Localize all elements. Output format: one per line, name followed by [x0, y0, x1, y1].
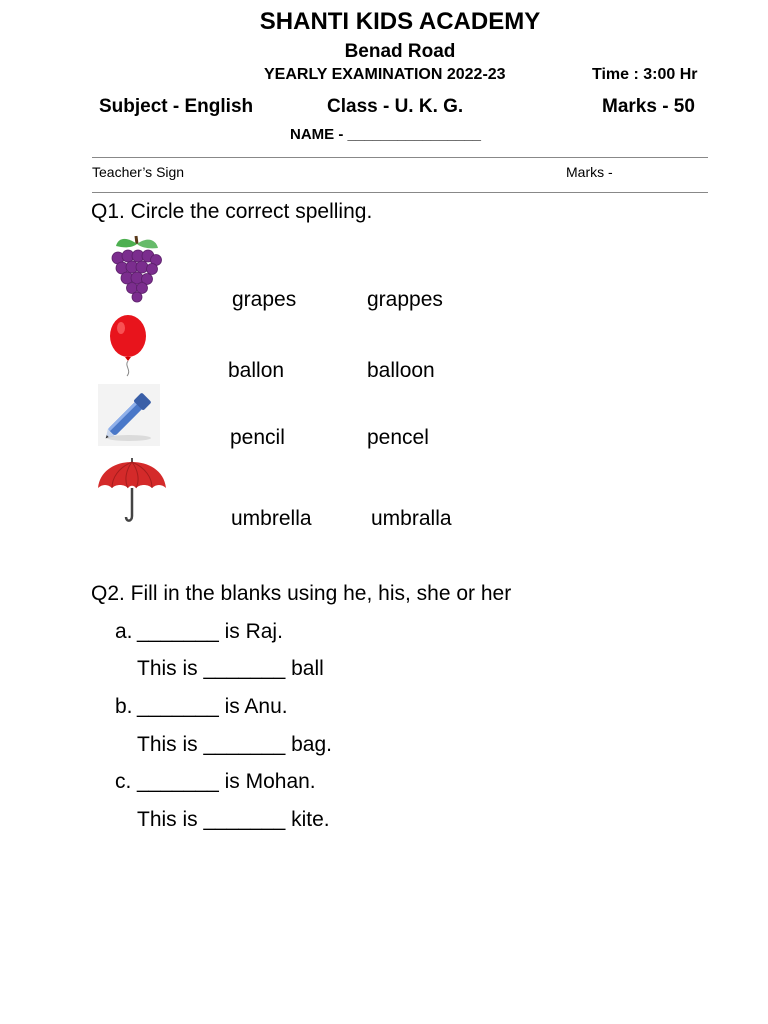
q1-option-b[interactable]: grappes [367, 288, 443, 311]
school-address: Benad Road [344, 41, 456, 62]
marks-obtained: Marks - [566, 164, 613, 180]
q2-letter: b. [115, 695, 133, 718]
umbrella-icon [96, 456, 168, 526]
q1-title: Q1. Circle the correct spelling. [91, 200, 373, 223]
q2-letter: a. [115, 620, 133, 643]
q2-sentence-1[interactable]: _______ is Raj. [137, 620, 283, 643]
q1-option-b[interactable]: balloon [367, 359, 435, 382]
q1-option-a[interactable]: grapes [232, 288, 297, 311]
pen-icon [98, 384, 160, 446]
divider-top [92, 157, 708, 158]
class: Class - U. K. G. [327, 96, 464, 117]
q1-option-b[interactable]: umbralla [371, 507, 452, 530]
exam-time: Time : 3:00 Hr [592, 66, 698, 83]
school-name: SHANTI KIDS ACADEMY [259, 8, 541, 35]
q2-sentence-2[interactable]: This is _______ ball [137, 657, 324, 680]
q2-sentence-1[interactable]: _______ is Anu. [137, 695, 288, 718]
q2-sentence-2[interactable]: This is _______ kite. [137, 808, 330, 831]
student-name-field: NAME - ________________ [290, 126, 481, 143]
q1-option-a[interactable]: umbrella [231, 507, 312, 530]
exam-title: YEARLY EXAMINATION 2022-23 [264, 66, 506, 83]
q1-option-a[interactable]: ballon [228, 359, 285, 382]
grapes-icon [96, 232, 176, 304]
divider-bottom [92, 192, 708, 193]
q2-letter: c. [115, 770, 132, 793]
q1-option-a[interactable]: pencil [230, 426, 285, 449]
total-marks: Marks - 50 [602, 96, 695, 117]
q2-sentence-2[interactable]: This is _______ bag. [137, 733, 332, 756]
q1-option-b[interactable]: pencel [367, 426, 429, 449]
q2-title: Q2. Fill in the blanks using he, his, she or her [91, 582, 512, 605]
teacher-sign: Teacher’s Sign [92, 164, 185, 180]
q2-sentence-1[interactable]: _______ is Mohan. [137, 770, 316, 793]
balloon-icon [104, 314, 152, 380]
subject: Subject - English [99, 96, 254, 117]
